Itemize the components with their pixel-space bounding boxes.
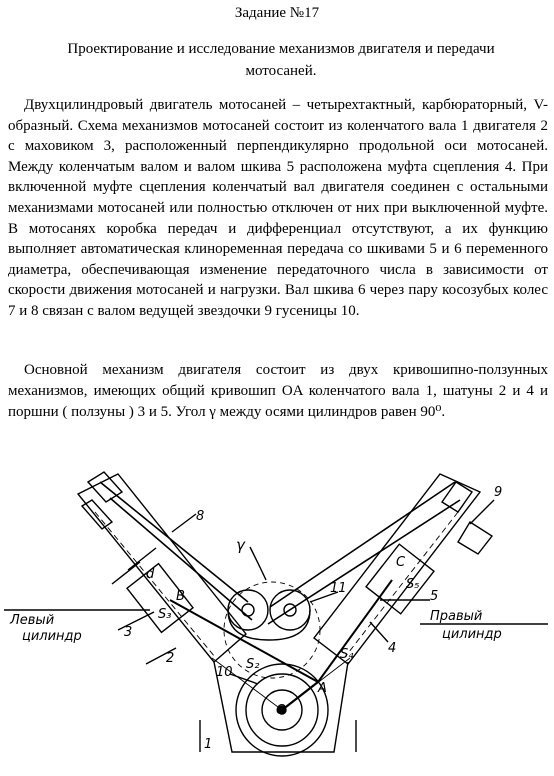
label-left-cylinder-2: цилиндр: [22, 629, 82, 644]
document-title: Проектирование и исследование механизмов двигателя и передачи мотосаней.: [67, 41, 495, 79]
label-left-cylinder-1: Левый: [10, 613, 55, 628]
label-S5: S₅: [406, 577, 420, 592]
label-1: 1: [204, 737, 213, 752]
label-8: 8: [196, 509, 205, 524]
label-3: 3: [124, 625, 133, 640]
label-right-cylinder-2: цилиндр: [442, 627, 502, 642]
task-number: Задание №17: [234, 5, 320, 21]
label-A: A: [318, 681, 327, 696]
label-C: C: [396, 555, 406, 570]
label-B: B: [176, 589, 185, 604]
v-engine-mechanism-diagram: [0, 452, 554, 776]
label-5: 5: [430, 589, 439, 604]
pulley-shaft-left: [228, 590, 268, 630]
label-d: d: [146, 567, 155, 582]
label-O: O: [276, 703, 287, 718]
label-2: 2: [166, 651, 175, 666]
label-4: 4: [388, 641, 397, 656]
label-S4: S₄: [340, 647, 354, 662]
label-9: 9: [494, 485, 503, 500]
label-11: 11: [330, 581, 347, 596]
paragraph-mechanism-description: [8, 360, 548, 423]
paragraph-2-text: Основной механизм двигателя состоит из двух кривошипно-ползунных механизмов, имеющих общий кривошип OA коленчатого вала 1, шатуны 2 и 4 и поршни ( ползуны ) 3 и 5. Угол γ между осями цилиндров равен 90⁰.: [8, 362, 548, 420]
label-S3: S₃: [158, 607, 172, 622]
paragraph-engine-description: [8, 95, 548, 322]
paragraph-1-text: Двухцилиндровый двигатель мотосаней – четырехтактный, карбюраторный, V-образный. Схема механизмов мотосаней состоит из коленчатого вала 1 двигателя 2 с маховиком 3, расположенный перпендикулярно продольной оси мотосаней. Между коленчатым валом и валом шкива 5 расположена муфта сцепления 4. При включенной муфте сцепления коленчатый вал двигателя соединен с остальными механизмами мотосаней или полностью отключен от них при выключенной муфте. В мотосанях коробка передач и дифференциал отсутствуют, а их функцию выполняет автоматическая клиноременная передача со шкивами 5 и 6 переменного диаметра, обеспечивающая изменение передаточного числа в зависимости от скорости движения мотосаней и нагрузки. Вал шкива 6 через пару косозубых колес 7 и 8 связан с валом ведущей звездочки 9 гусеницы 10.: [8, 97, 548, 319]
label-gamma: γ: [236, 536, 245, 554]
label-10: 10: [216, 665, 233, 680]
label-S2: S₂: [246, 657, 260, 672]
label-right-cylinder-1: Правый: [430, 609, 483, 624]
